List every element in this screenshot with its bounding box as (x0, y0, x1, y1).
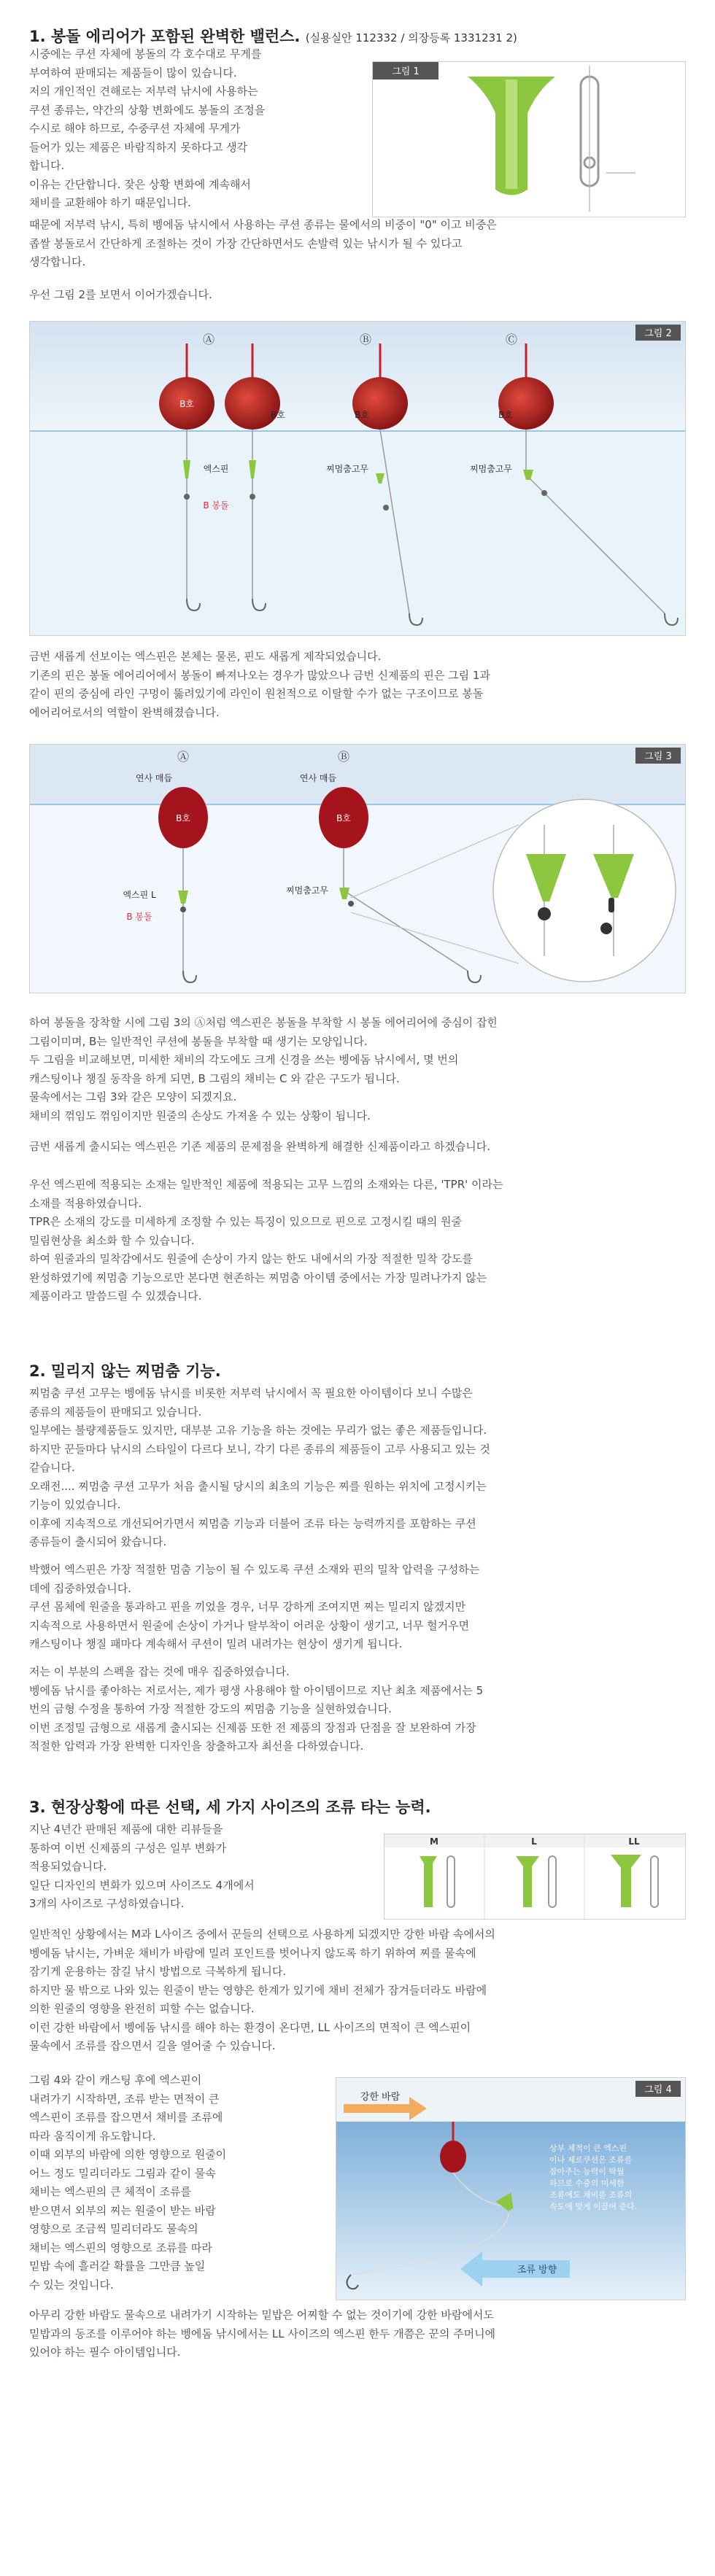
text-line: 하여 원줄과의 밀착감에서도 원줄에 손상이 가지 않는 한도 내에서의 가장 적절한 밀착 강도를 (29, 1252, 473, 1265)
label-stopper: 찌멈춤고무 (326, 464, 368, 474)
text-line: 박했어 엑스핀은 가장 적절한 멈춤 기능이 될 수 있도록 쿠션 소재와 핀의 밀착 압력을 구성하는 (29, 1563, 480, 1576)
text-line: 이때 외부의 바람에 의한 영향으로 원줄이 (29, 2148, 227, 2161)
text-line: 기존의 핀은 봉돌 에어리어에서 봉돌이 빠져나오는 경우가 많았으나 금번 신제품의 핀은 그림 1과 (29, 668, 490, 682)
text-line: 그림 4와 같이 캐스팅 후에 엑스핀이 (29, 2073, 202, 2087)
figure-4 (336, 2077, 686, 2300)
text-line: 에어리어로서의 역할이 완벽해졌습니다. (29, 705, 220, 719)
fig4-note-line: 하므로 수중의 미세한 (549, 2179, 625, 2188)
text-line: 쿠션 종류는, 약간의 상황 변화에도 봉돌의 조정을 (29, 103, 266, 117)
figure-3-illustration (30, 745, 685, 993)
label-xpin-l: 엑스핀 L (123, 890, 156, 900)
text-line: 물속에서 조류를 잡으면서 길을 열어줄 수 있습니다. (29, 2039, 276, 2052)
marker-c: Ⓒ (505, 333, 518, 346)
text-line: 통하여 이번 신제품의 구성은 일부 변화가 (29, 1841, 227, 1855)
text-line: 그림이미며, B는 일반적인 쿠션에 봉돌을 부착할 때 생기는 모양입니다. (29, 1034, 368, 1048)
text-line: 일반적인 상황에서는 M과 L사이즈 중에서 꾼들의 선택으로 사용하게 되겠지만 강한 바람 속에서의 (29, 1928, 495, 1941)
section2-para2 (29, 1561, 686, 1654)
size-label-l: L (531, 1836, 537, 1847)
text-line: 좁쌀 봉돌로서 간단하게 조절하는 것이 가장 간단하면서도 손발력 있는 낚시가 될 수 있다고 (29, 236, 463, 250)
text-line: 우선 엑스핀에 적용되는 소재는 일반적인 제품에 적용되는 고무 느낌의 소재와는 다른, 'TPR' 이라는 (29, 1178, 503, 1191)
text-line: 영향으로 조금씩 밀리더라도 물속의 (29, 2222, 198, 2235)
label-knot: 연사 매듭 (135, 773, 173, 783)
text-line: 지속적으로 사용하면서 원줄에 손상이 가거나 탈부착이 어려운 상황이 생기고, 너무 헐거우면 (29, 1618, 470, 1632)
fig4-note-line: 조류에도 채비를 조류의 (549, 2190, 633, 2200)
text-line: 벵에돔 낚시는, 가벼운 채비가 바람에 밀려 포인트를 벗어나지 않도록 하기 위하여 찌를 물속에 (29, 1946, 476, 1960)
figure-4-tag: 그림 4 (644, 2084, 672, 2095)
text-line: 기능이 있었습니다. (29, 1498, 121, 1511)
text-line: 저는 이 부분의 스펙을 잡는 것에 매우 집중하였습니다. (29, 1665, 290, 1678)
section2-para1 (29, 1384, 686, 1552)
float-label: B호 (498, 410, 513, 420)
text-line: 때문에 저부력 낚시, 특히 벵에돔 낚시에서 사용하는 쿠션 종류는 물에서의 비중이 "0" 이고 비중은 (29, 218, 497, 231)
fig4-note-line: 상부 체적이 큰 엑스핀 (549, 2144, 627, 2153)
section3-title: 3. 현장상황에 따른 선택, 세 가지 사이즈의 조류 타는 능력. (29, 1799, 431, 1816)
section1-intro (29, 45, 361, 213)
text-line: 캐스팅이나 챙질 패마다 계속해서 쿠션이 밀려 내려가는 현상이 생기게 됩니다. (29, 1637, 403, 1650)
text-line: 받으면서 외부의 찌는 원줄이 받는 바람 (29, 2203, 216, 2217)
text-line: 들어가 있는 제품은 바람직하지 못하다고 생각 (29, 140, 248, 154)
text-line: 내려가기 시작하면, 조류 받는 면적이 큰 (29, 2092, 220, 2106)
current-label: 조류 방향 (517, 2265, 557, 2276)
zoom-circle (493, 799, 676, 982)
text-line: 이유는 간단합니다. 잦은 상황 변화에 계속해서 (29, 177, 251, 191)
text-line: 금번 새롭게 선보이는 엑스핀은 본체는 물론, 핀도 새롭게 제작되었습니다. (29, 650, 382, 663)
text-line: 어느 정도 밀리더라도 그림과 같이 물속 (29, 2166, 216, 2180)
text-line: 생각합니다. (29, 255, 86, 268)
text-line: 밀림현상을 최소화 할 수 있습니다. (29, 1233, 195, 1247)
text-line: 따라 움직이게 유도합니다. (29, 2129, 156, 2143)
section1-title-note: (실용실안 112332 / 의장등록 1331231 2) (305, 31, 517, 44)
section3-intro (29, 1820, 372, 1914)
text-line: 엑스핀이 조류를 잡으면서 채비를 조류에 (29, 2111, 223, 2124)
wind-label: 강한 바람 (360, 2092, 401, 2103)
size-illustration (384, 1834, 685, 1919)
text-line: 3개의 사이즈로 구성하였습니다. (29, 1897, 185, 1910)
fig4-note-line: 이나 제로쿠션은 조류를 (549, 2155, 633, 2165)
text-line: 찌멈춤 쿠션 고무는 벵에돔 낚시를 비롯한 저부력 낚시에서 꼭 필요한 아이템이다 보니 수많은 (29, 1386, 473, 1400)
section1-para2 (29, 216, 686, 272)
text-line: 종류들이 출시되어 왔습니다. (29, 1535, 167, 1548)
figure-2 (29, 321, 686, 636)
text-line: 적절한 압력과 가장 완벽한 디자인을 창출하고자 최선을 다하였습니다. (29, 1739, 364, 1753)
label-stopper: 찌멈춤고무 (286, 885, 328, 896)
marker-b: Ⓑ (359, 333, 372, 346)
figure-3 (29, 744, 686, 993)
float-label: B호 (336, 813, 351, 823)
text-line: 일단 디자인의 변화가 있으며 사이즈도 4개에서 (29, 1878, 255, 1892)
figure-3-tag: 그림 3 (644, 751, 672, 762)
float-label: B호 (176, 813, 190, 823)
text-line: 이후에 지속적으로 개선되어가면서 찌멈춤 기능과 더불어 조류 타는 능력까지를 포함하는 쿠션 (29, 1516, 476, 1530)
text-line: 부여하여 판매되는 제품들이 많이 있습니다. (29, 66, 237, 79)
section1-para3: 우선 그림 2를 보면서 이어가겠습니다. (29, 288, 212, 301)
text-line: 채비는 엑스핀의 영향으로 조류를 따라 (29, 2241, 212, 2254)
section3-para2 (29, 1925, 686, 2056)
text-line: 시중에는 쿠션 자체에 봉돌의 각 호수대로 무게를 (29, 47, 262, 61)
text-line: 밑밥 속에 흘러갈 확률을 그만큼 높일 (29, 2259, 206, 2273)
xpin-highlight (506, 79, 517, 189)
text-line: 물속에서는 그림 3와 같은 모양이 되겠지요. (29, 1090, 237, 1103)
section1-title-text: 1. 봉돌 에리어가 포함된 완벽한 밸런스. (29, 28, 301, 45)
text-line: 이런 강한 바람에서 벵에돔 낚시를 해야 하는 환경이 온다면, LL 사이즈의 면적이 큰 엑스핀이 (29, 2020, 471, 2034)
text-line: 하지만 꾼들마다 낚시의 스타일이 다르다 보니, 각기 다른 종류의 제품들이 고루 사용되고 있는 것 (29, 1442, 490, 1456)
float-label: B호 (355, 410, 369, 420)
section1-para4 (29, 648, 686, 722)
marker-a: Ⓐ (202, 333, 215, 346)
text-line: 있어야 하는 필수 아이템입니다. (29, 2346, 181, 2359)
text-line: 캐스팅이나 챙질 동작을 하게 되면, B 그림의 채비는 C 와 같은 구도가 됩니다. (29, 1071, 400, 1085)
text-line: 벵에돔 낚시를 좋아하는 저로서는, 제가 평생 사용해야 할 아이템이므로 지난 최초 제품에서는 5 (29, 1683, 484, 1697)
text-line: 이번 조정밀 금형으로 새롭게 출시되는 신제품 또한 전 제품의 장점과 단점을 잘 보완하여 가장 (29, 1720, 476, 1734)
text-line: 잠기게 운용하는 잠길 낚시 방법으로 극복하게 됩니다. (29, 1965, 287, 1978)
label-xpin: 엑스핀 (203, 464, 229, 474)
figure-1-illustration (373, 62, 685, 217)
text-line: 채비를 교환해야 하기 때문입니다. (29, 196, 191, 209)
size-label-m: M (430, 1836, 438, 1847)
text-line: 의한 원줄의 영향을 완전히 피할 수는 없습니다. (29, 2002, 255, 2015)
marker-b: Ⓑ (337, 750, 350, 764)
text-line: 데에 집중하였습니다. (29, 1581, 131, 1595)
text-line: 완성하였기에 찌멈춤 기능으로만 본다면 현존하는 찌멈춤 아이템 중에서는 가장 밀려나가지 않는 (29, 1270, 487, 1284)
label-b-sinker: B 봉돌 (203, 500, 229, 511)
text-line: 합니다. (29, 159, 65, 172)
page (29, 0, 686, 2576)
water (30, 431, 685, 635)
text-line: 오래전.... 찌멈춤 쿠션 고무가 처음 출시될 당시의 최초의 기능은 찌를 원하는 위치에 고정시키는 (29, 1479, 487, 1493)
section1-para7 (29, 1176, 686, 1306)
text-line: 종류의 제품들이 판매되고 있습니다. (29, 1405, 202, 1419)
text-line: 밑밥과의 동조를 이루어야 하는 벵에돔 낚시에서는 LL 사이즈의 엑스핀 한두 개쯤은 꾼의 주머니에 (29, 2327, 496, 2340)
fig4-note-line: 잡아주는 능력이 탁월 (549, 2167, 625, 2176)
text-line: 적용되었습니다. (29, 1860, 107, 1873)
figure-1 (372, 61, 686, 217)
text-line: 수 있는 것입니다. (29, 2278, 114, 2292)
section3-para4 (29, 2306, 686, 2362)
figure-1-tag: 그림 1 (392, 66, 420, 77)
section1-title (29, 25, 517, 47)
label-knot: 연사 매듭 (299, 773, 337, 783)
float-label: B호 (271, 410, 285, 420)
text-line: 채비는 엑스핀의 큰 체적이 조류를 (29, 2185, 191, 2198)
text-line: 채비의 꺾임도 꺾임이지만 원줄의 손상도 가져올 수 있는 상황이 됩니다. (29, 1109, 371, 1122)
text-line: 두 그림을 비교해보면, 미세한 채비의 각도에도 크게 신경을 쓰는 벵에돔 낚시에서, 몇 번의 (29, 1053, 459, 1066)
text-line: 같이 핀의 중심에 라인 구멍이 뚫려있기에 라인이 원천적으로 이탈할 수가 없는 구조이므로 봉돌 (29, 687, 484, 700)
figure-4-illustration (336, 2078, 685, 2300)
text-line: 하여 봉돌을 장착할 시에 그림 3의 Ⓐ처럼 엑스핀은 봉돌을 부착할 시 봉돌 에어리어에 중심이 잡힌 (29, 1016, 498, 1029)
text-line: 하지만 물 밖으로 나와 있는 원줄이 받는 영향은 한계가 있기에 채비 전체가 잠겨들더라도 바람에 (29, 1983, 487, 1997)
label-b-sinker: B 봉돌 (126, 912, 152, 922)
text-line: 일부에는 불량제품들도 있지만, 대부분 고유 기능을 하는 것에는 무리가 없는 좋은 제품들입니다. (29, 1424, 487, 1437)
text-line: 수시로 해야 하므로, 수중쿠션 자체에 무게가 (29, 122, 241, 135)
text-line: 번의 금형 수정을 통하여 가장 적절한 강도의 찌멈춤 기능을 실현하였습니다. (29, 1702, 392, 1715)
section2-title: 2. 밀리지 않는 찌멈춤 기능. (29, 1362, 221, 1380)
text-line: 저의 개인적인 견해로는 저부력 낚시에 사용하는 (29, 85, 258, 98)
fig4-note-line: 속도에 맞게 이끌어 준다. (549, 2202, 638, 2211)
section2-para3 (29, 1663, 686, 1756)
size-figure (384, 1834, 686, 1920)
text-line: 지난 4년간 판매된 제품에 대한 리뷰들을 (29, 1823, 223, 1836)
label-stopper: 찌멈춤고무 (470, 464, 512, 474)
section1-para5 (29, 1014, 686, 1125)
text-line: 소재를 적용하였습니다. (29, 1196, 142, 1210)
marker-a: Ⓐ (177, 750, 190, 764)
size-label-ll: LL (628, 1836, 640, 1847)
text-line: 쿠션 몸체에 원줄을 통과하고 핀을 끼었을 경우, 너무 강하게 조여지면 찌는 밀리지 않겠지만 (29, 1600, 466, 1613)
text-line: 같습니다. (29, 1461, 75, 1474)
section3-para3 (29, 2071, 321, 2294)
text-line: TPR은 소재의 강도를 미세하게 조정할 수 있는 특징이 있으므로 핀으로 고정시킬 때의 원줄 (29, 1215, 463, 1228)
text-line: 아무리 강한 바람도 물속으로 내려가기 시작하는 밑밥은 어찌할 수 없는 것이기에 강한 바람에서도 (29, 2308, 494, 2321)
figure-2-illustration (30, 322, 685, 635)
section1-para6: 금번 새롭게 출시되는 엑스핀은 기존 제품의 문제점을 완벽하게 해결한 신제품이라고 하겠습니다. (29, 1140, 491, 1153)
figure-2-tag: 그림 2 (644, 328, 672, 339)
text-line: 제품이라고 말씀드릴 수 있겠습니다. (29, 1289, 202, 1303)
float-label: B호 (179, 399, 194, 409)
